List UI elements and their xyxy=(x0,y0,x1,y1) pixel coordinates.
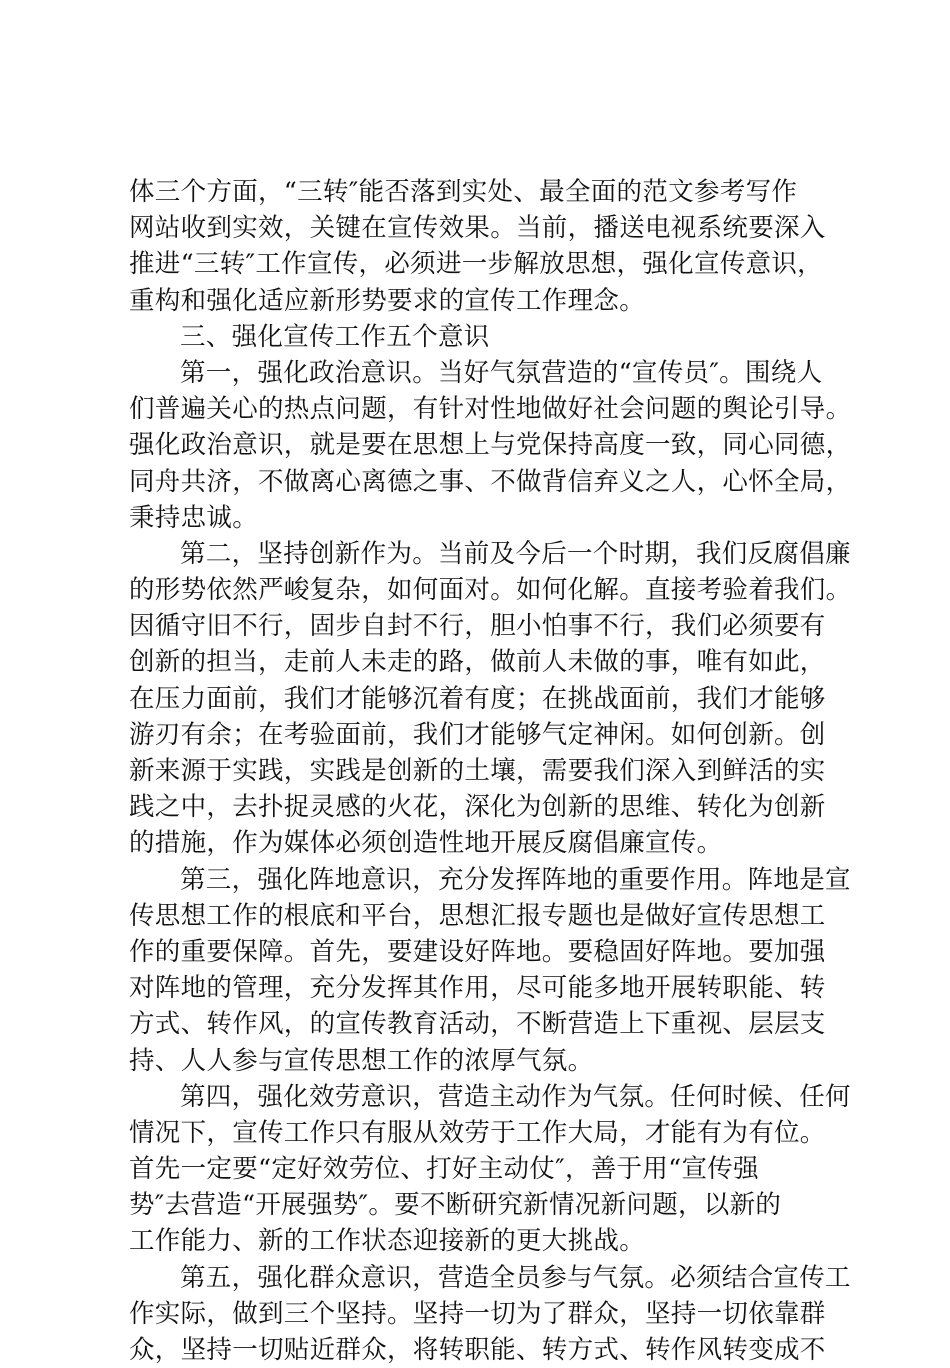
text-line: 众，坚持一切贴近群众，将转职能、转方式、转作风转变成不 xyxy=(129,1335,826,1365)
text-line: 重构和强化适应新形势要求的宣传工作理念。 xyxy=(129,285,646,316)
text-line: 的形势依然严峻复杂，如何面对。如何化解。直接考验着我们。 xyxy=(129,575,852,606)
text-line: 新来源于实践，实践是创新的土壤，需要我们深入到鲜活的实 xyxy=(129,756,826,786)
text-line: 势″去营造“开展强势″。要不断研究新情况新问题，以新的 xyxy=(129,1190,782,1221)
text-line: 传思想工作的根底和平台，思想汇报专题也是做好宣传思想工 xyxy=(129,900,826,931)
text-line: 同舟共济，不做离心离德之事、不做背信弃义之人，心怀全局， xyxy=(129,466,852,497)
text-line: 第三，强化阵地意识，充分发挥阵地的重要作用。阵地是宣 xyxy=(180,864,851,895)
text-line: 强化政治意识，就是要在思想上与党保持高度一致，同心同德， xyxy=(129,430,852,461)
text-line: 践之中，去扑捉灵感的火花，深化为创新的思维、转化为创新 xyxy=(129,792,826,823)
text-line: 第一，强化政治意识。当好气氛营造的“宣传员″。围绕人 xyxy=(180,357,823,388)
section-heading: 三、强化宣传工作五个意识 xyxy=(180,321,490,352)
text-line: 持、人人参与宣传思想工作的浓厚气氛。 xyxy=(129,1045,594,1076)
text-line: 游刃有余；在考验面前，我们才能够气定神闲。如何创新。创 xyxy=(129,719,826,750)
text-line: 创新的担当，走前人未走的路，做前人未做的事，唯有如此， xyxy=(129,647,826,678)
text-line: 第四，强化效劳意识，营造主动作为气氛。任何时候、任何 xyxy=(180,1081,851,1112)
text-line: 秉持忠诚。 xyxy=(129,502,259,533)
text-line: 第二，坚持创新作为。当前及今后一个时期，我们反腐倡廉 xyxy=(180,538,851,569)
text-line: 因循守旧不行，固步自封不行，胆小怕事不行，我们必须要有 xyxy=(129,611,826,642)
text-line: 作实际，做到三个坚持。坚持一切为了群众，坚持一切依靠群 xyxy=(129,1298,826,1329)
text-line: 对阵地的管理，充分发挥其作用，尽可能多地开展转职能、转 xyxy=(129,973,826,1004)
text-line: 体三个方面，“三转″能否落到实处、最全面的范文参考写作 xyxy=(129,177,798,207)
text-line: 作的重要保障。首先，要建设好阵地。要稳固好阵地。要加强 xyxy=(129,936,826,967)
text-line: 们普遍关心的热点问题，有针对性地做好社会问题的舆论引导。 xyxy=(129,394,852,425)
text-line: 推进“三转″工作宣传，必须进一步解放思想，强化宣传意识， xyxy=(129,249,823,280)
text-line: 网站收到实效，关键在宣传效果。当前，播送电视系统要深入 xyxy=(129,213,826,244)
text-line: 的措施，作为媒体必须创造性地开展反腐倡廉宣传。 xyxy=(129,828,723,859)
text-line: 在压力面前，我们才能够沉着有度；在挑战面前，我们才能够 xyxy=(129,683,826,714)
text-line: 首先一定要“定好效劳位、打好主动仗″，善于用“宣传强 xyxy=(129,1154,759,1185)
text-line: 情况下，宣传工作只有服从效劳于工作大局，才能有为有位。 xyxy=(129,1117,826,1148)
text-line: 第五，强化群众意识，营造全员参与气氛。必须结合宣传工 xyxy=(180,1262,851,1293)
text-line: 方式、转作风，的宣传教育活动，不断营造上下重视、层层支 xyxy=(129,1009,826,1040)
text-line: 工作能力、新的工作状态迎接新的更大挑战。 xyxy=(129,1226,646,1257)
document-body xyxy=(129,174,852,1368)
